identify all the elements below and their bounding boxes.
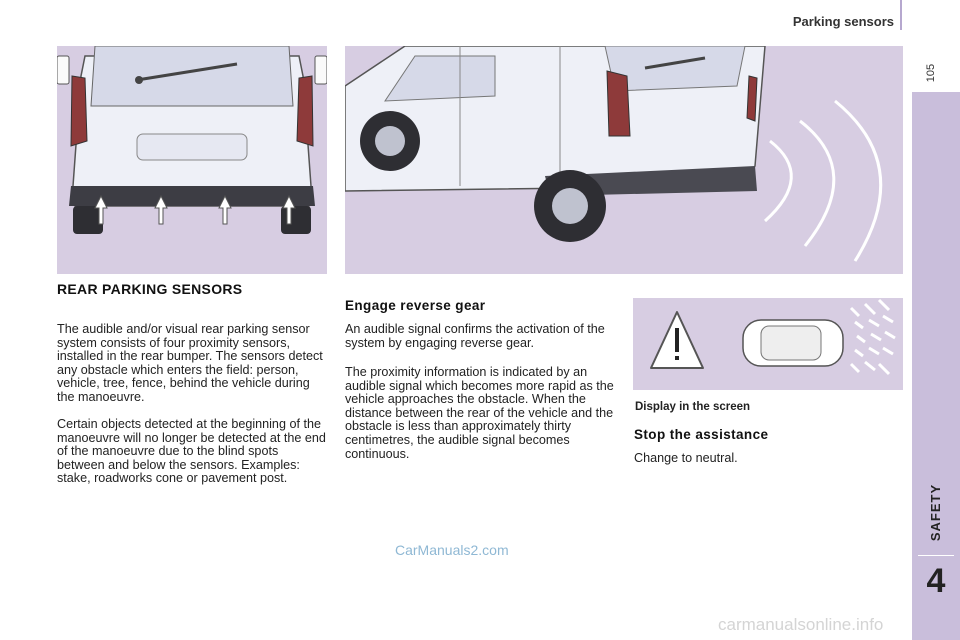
rear-view-illustration — [57, 46, 327, 274]
engage-title: Engage reverse gear — [345, 298, 486, 313]
display-caption: Display in the screen — [635, 401, 751, 413]
note-paragraph: Certain objects detected at the beginning of the manoeuvre will no longer be detected at the end of the manoeuvre due to the blind spots between and below the sensors. Examples: stake, roadworks cone or pavement post. — [57, 417, 326, 486]
watermark-left: CarManuals2.com — [395, 542, 509, 558]
chapter-label: SAFETY — [928, 483, 944, 541]
chapter-number: 4 — [926, 562, 946, 600]
chapter-divider — [918, 555, 954, 556]
stop-title: Stop the assistance — [634, 427, 769, 442]
chapter-sidebar — [912, 92, 960, 640]
engage-paragraph-1: An audible signal confirms the activation of the system by engaging reverse gear. — [345, 322, 605, 350]
stop-paragraph: Change to neutral. — [634, 451, 738, 465]
side-view-illustration — [345, 46, 903, 274]
header-divider — [900, 0, 902, 30]
page-number: 105 — [925, 63, 937, 83]
display-screen-illustration — [633, 298, 903, 390]
engage-paragraph-2: The proximity information is indicated by an audible signal which becomes more rapid as the vehicle approaches the obstacle. When the distance between the rear of the vehicle and the obstacle is less than approximately thirty centimetres, the audible signal becomes continuous. — [345, 365, 614, 461]
intro-paragraph: The audible and/or visual rear parking sensor system consists of four proximity sensors, installed in the rear bumper. The sensors detect any obstacle which enters the field: person, vehicle, tree, fence, behind the vehicle during the manoeuvre. — [57, 322, 323, 404]
section-title: REAR PARKING SENSORS — [57, 281, 243, 297]
watermark-right: carmanualsonline.info — [718, 615, 884, 634]
header-title: Parking sensors — [792, 14, 894, 29]
